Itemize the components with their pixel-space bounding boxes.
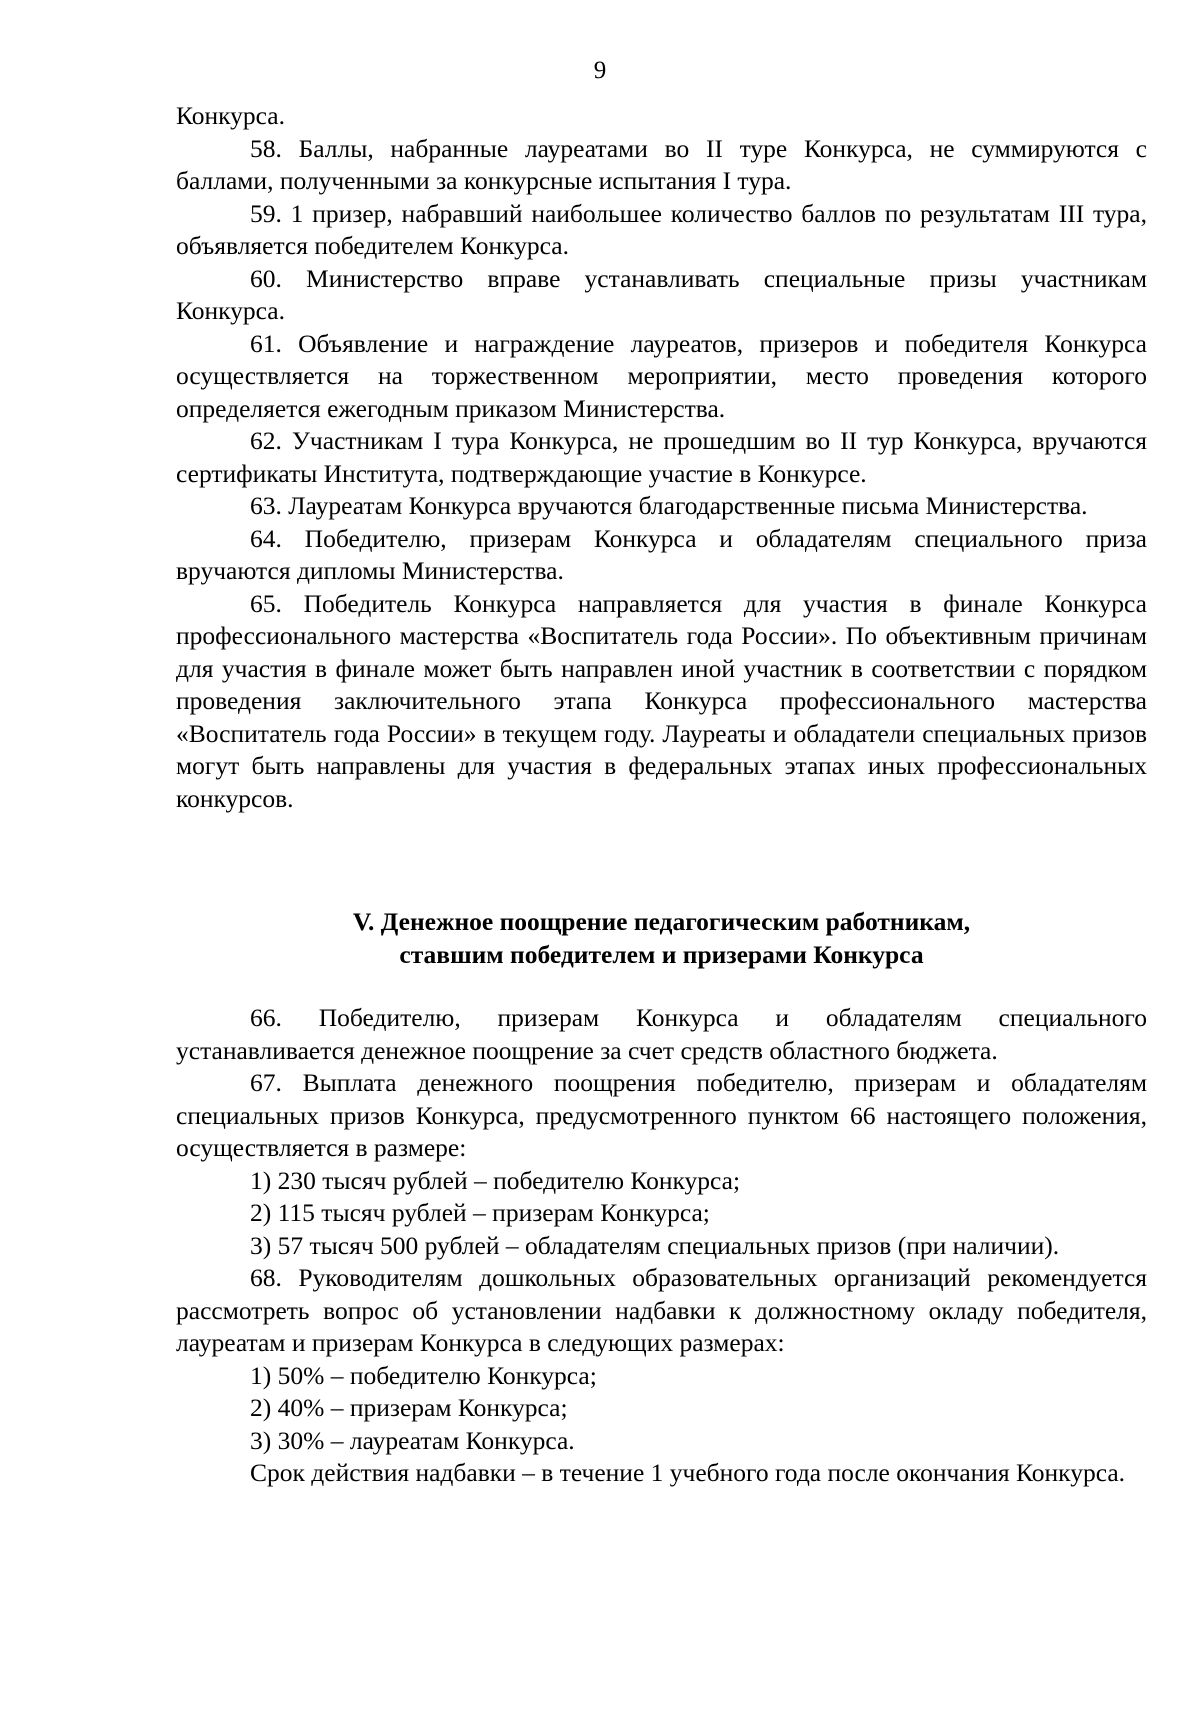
paragraph-62: 62. Участникам I тура Конкурса, не прошедшим во II тур Конкурса, вручаются сертификаты Института, подтверждающие участие в Конкурсе. — [176, 426, 1147, 488]
list-item: 1) 50% – победителю Конкурса; — [250, 1360, 597, 1390]
section-heading — [176, 905, 1147, 971]
list-item: 1) 230 тысяч рублей – победителю Конкурса; — [250, 1165, 741, 1195]
paragraph-64: 64. Победителю, призерам Конкурса и обладателям специального приза вручаются дипломы Министерства. — [176, 523, 1147, 585]
list-item: 2) 115 тысяч рублей – призерам Конкурса; — [250, 1198, 710, 1227]
paragraph-67: 67. Выплата денежного поощрения победителю, призерам и обладателям специальных призов Конкурса, предусмотренного пунктом 66 настоящего положения, осуществляется в размере: — [176, 1068, 1147, 1162]
section-title-line-1: V. Денежное поощрение педагогическим работникам, — [352, 907, 971, 936]
paragraph-58: 58. Баллы, набранные лауреатами во II туре Конкурса, не суммируются с баллами, полученными за конкурсные испытания I тура. — [176, 133, 1147, 195]
paragraph-65: 65. Победитель Конкурса направляется для участия в финале Конкурса профессионального мастерства «Воспитатель года России». По объективным причинам для участия в финале может быть направлен иной участник в соответствии с порядком проведения заключительного этапа Конкурса профессионального мастерства «Воспитатель года России» в текущем году. Лауреаты и обладатели специальных призов могут быть направлены для участия в федеральных этапах иных профессиональных конкурсов. — [176, 588, 1147, 813]
paragraph-continuation: Конкурса. — [176, 101, 285, 130]
paragraph-63: 63. Лауреатам Конкурса вручаются благодарственные письма Министерства. — [250, 491, 1088, 520]
paragraph-66: 66. Победителю, призерам Конкурса и обладателям специального устанавливается денежное поощрение за счет средств областного бюджета. — [176, 1003, 1147, 1065]
paragraph-60: 60. Министерство вправе устанавливать специальные призы участникам Конкурса. — [176, 263, 1147, 325]
section-title-line-2: ставшим победителем и призерами Конкурса — [399, 940, 924, 969]
paragraph-term: Срок действия надбавки – в течение 1 учебного года после окончания Конкурса. — [250, 1458, 1126, 1487]
body-text-lower — [176, 1002, 1147, 1490]
page-number: 9 — [593, 57, 607, 84]
list-item: 2) 40% – призерам Конкурса; — [250, 1393, 568, 1422]
paragraph-59: 59. 1 призер, набравший наибольшее количество баллов по результатам III тура, объявляется победителем Конкурса. — [176, 198, 1147, 260]
list-item: 3) 30% – лауреатам Конкурса. — [250, 1425, 575, 1455]
paragraph-61: 61. Объявление и награждение лауреатов, призеров и победителя Конкурса осуществляется на торжественном мероприятии, место проведения которого определяется ежегодным приказом Министерства. — [176, 328, 1147, 423]
paragraph-68: 68. Руководителям дошкольных образовательных организаций рекомендуется рассмотреть вопрос об установлении надбавки к должностному окладу победителя, лауреатам и призерам Конкурса в следующих размерах: — [176, 1263, 1147, 1357]
list-item: 3) 57 тысяч 500 рублей – обладателям специальных призов (при наличии). — [250, 1230, 1060, 1260]
body-text-upper — [176, 100, 1147, 815]
